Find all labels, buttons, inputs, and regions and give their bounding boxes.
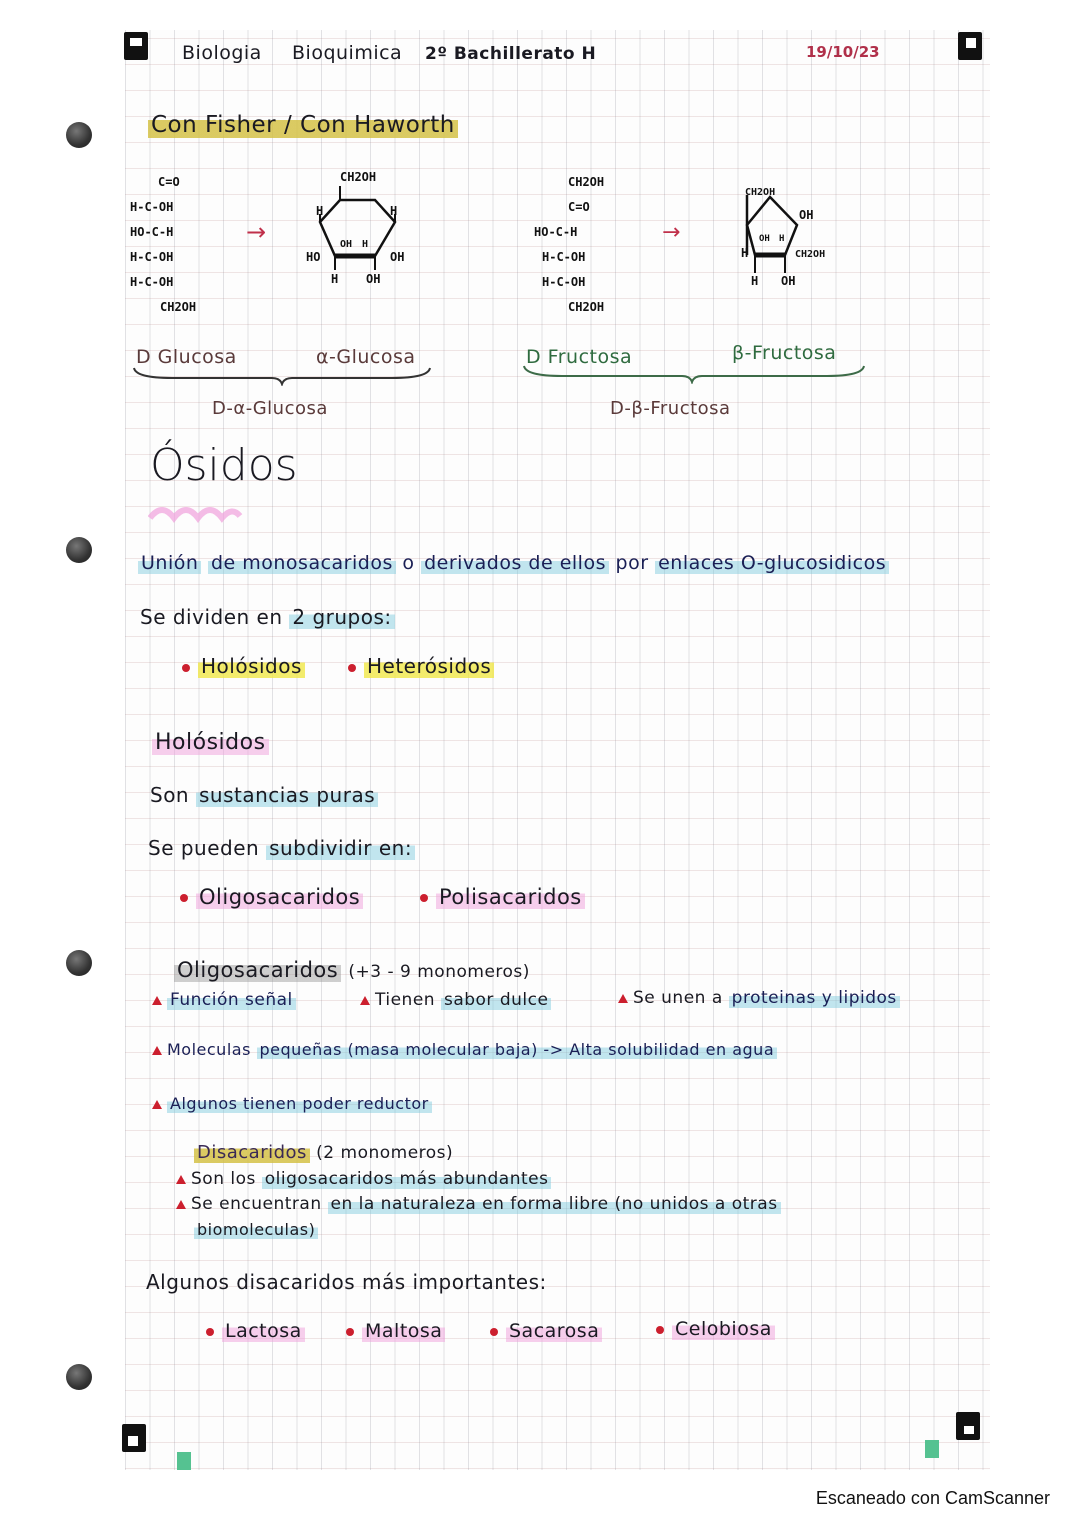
glucose-combined-label: D-α-Glucosa [212, 398, 328, 419]
bullet-dot-icon [206, 1328, 214, 1336]
fischer-line: H-C-OH [130, 275, 174, 289]
squiggle-underline-icon [148, 500, 243, 524]
fructose-combined-label: D-β-Fructosa [610, 398, 731, 419]
arrow-icon: → [246, 218, 267, 246]
bullet-triangle-icon [152, 1100, 162, 1109]
corner-marker-icon [122, 1424, 146, 1452]
fructose-label-right: β-Fructosa [732, 342, 837, 364]
holosidos-line2: Se pueden subdividir en: [148, 836, 415, 860]
glucose-label-left: D Glucosa [136, 346, 237, 368]
disaccharide-item: Lactosa [206, 1320, 305, 1342]
fischer-line: HO-C-H [534, 225, 578, 239]
osidos-title: Ósidos [150, 440, 298, 491]
bullet-triangle-icon [176, 1175, 186, 1184]
holosidos-line1: Son sustancias puras [150, 783, 378, 807]
bullet-dot-icon [490, 1328, 498, 1336]
bullet-dot-icon [180, 894, 188, 902]
oligosacaridos-property: Moleculas pequeñas (masa molecular baja) -> Alta solubilidad en agua [152, 1040, 777, 1059]
osidos-group-item: Holósidos [182, 654, 305, 678]
header-course: 2º Bachillerato H [425, 44, 597, 64]
fischer-line: H-C-OH [542, 250, 586, 264]
glucose-label-right: α-Glucosa [316, 346, 416, 368]
disacaridos-property-continuation: biomoleculas) [194, 1220, 318, 1239]
corner-marker-icon [956, 1412, 980, 1440]
bullet-triangle-icon [176, 1200, 186, 1209]
bullet-dot-icon [182, 664, 190, 672]
osidos-definition: Unión de monosacaridos o derivados de ellos por enlaces O-glucosidicos [138, 552, 889, 574]
fischer-line: CH2OH [568, 175, 605, 189]
important-disaccharides-title: Algunos disacaridos más importantes: [146, 1270, 547, 1294]
arrow-icon: → [662, 220, 681, 245]
holosidos-title: Holósidos [152, 730, 269, 755]
disacaridos-title: Disacaridos (2 monomeros) [194, 1142, 453, 1163]
holosidos-subgroup-item: Polisacaridos [420, 885, 585, 909]
osidos-groups-intro: Se dividen en 2 grupos: [140, 605, 395, 629]
green-marker-icon [925, 1440, 939, 1458]
oligosacaridos-property: Función señal [152, 990, 296, 1010]
brace-icon [132, 366, 432, 386]
header-topic: Bioquimica [292, 42, 403, 64]
bullet-triangle-icon [152, 1046, 162, 1055]
binder-hole-icon [66, 537, 92, 563]
fructose-fischer-projection [534, 170, 604, 320]
disaccharide-item: Sacarosa [490, 1320, 602, 1342]
oligosacaridos-title: Oligosacaridos (+3 - 9 monomeros) [174, 958, 530, 982]
binder-hole-icon [66, 122, 92, 148]
header-date: 19/10/23 [806, 43, 880, 61]
fructose-label-left: D Fructosa [526, 346, 633, 368]
green-marker-icon [177, 1452, 191, 1470]
holosidos-subgroup-item: Oligosacaridos [180, 885, 363, 909]
scanner-watermark: Escaneado con CamScanner [815, 1488, 1050, 1508]
brace-icon [522, 364, 867, 384]
glucose-fischer-projection [130, 170, 196, 320]
section-title: Con Fisher / Con Haworth [148, 112, 458, 138]
oligosacaridos-property: Tienen sabor dulce [360, 990, 551, 1010]
disaccharide-item: Celobiosa [656, 1318, 775, 1340]
beta-fructose-haworth-ring: CH2OH OH OH H H CH2OH H OH [741, 187, 826, 288]
header-subject: Biologia [182, 42, 262, 64]
disacaridos-property: Se encuentran en la naturaleza en forma libre (no unidos a otras [176, 1194, 781, 1214]
alpha-glucose-haworth-ring: CH2OH H H OH H HO OH H OH [306, 170, 405, 286]
binder-hole-icon [66, 950, 92, 976]
oligosacaridos-property: Algunos tienen poder reductor [152, 1094, 432, 1113]
bullet-dot-icon [656, 1326, 664, 1334]
fischer-line: HO-C-H [130, 225, 174, 239]
fischer-line: CH2OH [568, 300, 605, 314]
disacaridos-property: Son los oligosacaridos más abundantes [176, 1169, 551, 1189]
bullet-dot-icon [348, 664, 356, 672]
corner-marker-icon [124, 32, 148, 60]
fischer-line: C=O [568, 200, 590, 214]
bullet-dot-icon [346, 1328, 354, 1336]
bullet-triangle-icon [360, 996, 370, 1005]
corner-marker-icon [958, 32, 982, 60]
fischer-line: H-C-OH [130, 250, 174, 264]
bullet-dot-icon [420, 894, 428, 902]
oligosacaridos-property: Se unen a proteinas y lipidos [618, 988, 900, 1008]
fischer-line: H-C-OH [542, 275, 586, 289]
binder-hole-icon [66, 1364, 92, 1390]
bullet-triangle-icon [618, 994, 628, 1003]
fischer-line: C=O [158, 175, 180, 189]
fischer-line: CH2OH [160, 300, 197, 314]
disaccharide-item: Maltosa [346, 1320, 445, 1342]
osidos-group-item: Heterósidos [348, 654, 494, 678]
fischer-line: H-C-OH [130, 200, 174, 214]
bullet-triangle-icon [152, 996, 162, 1005]
